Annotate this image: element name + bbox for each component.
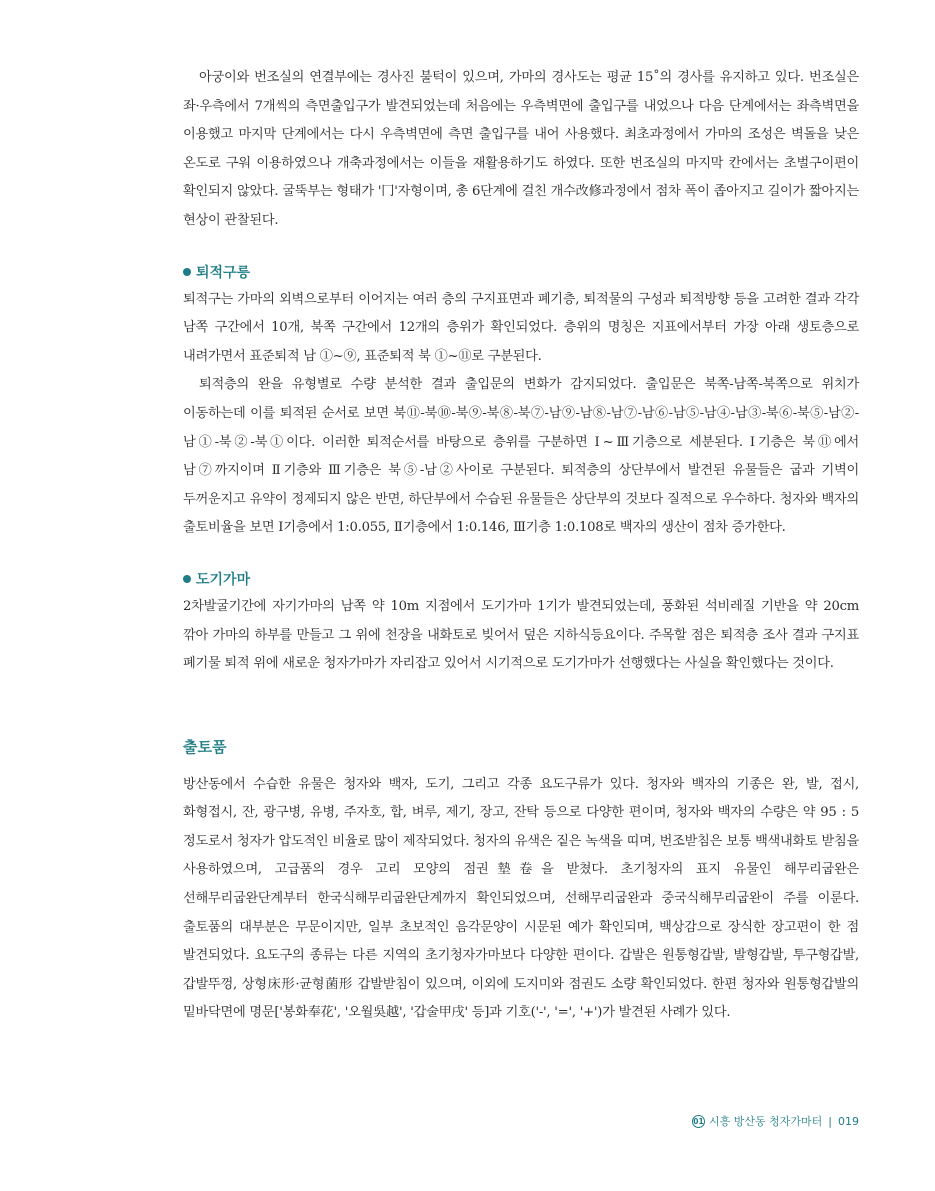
page-number: 019 [838, 1114, 859, 1128]
bullet-dot-icon [183, 575, 191, 583]
deposits-paragraph-2: 퇴적층의 완을 유형별로 수량 분석한 결과 출입문의 변화가 감지되었다. 출입문은 북쪽-남쪽-북쪽으로 위치가 이동하는데 이를 퇴적된 순서로 보면 북⑪-북⑩-북⑨-북⑧-북⑦-남⑨-남⑧-남⑦-남⑥-남⑤-남④-남③-북⑥-북⑤-남②-남①-북②-북①이다. 이러한 퇴적순서를 바탕으로 층위를 구분하면 Ⅰ~Ⅲ기층으로 세분된다. Ⅰ기층은 북⑪에서 남⑦까지이며 Ⅱ기층와 Ⅲ기층은 북⑤-남②사이로 구분된다. 퇴적층의 상단부에서 발견된 유물들은 굽과 기벽이 두꺼운지고 유약이 정제되지 않은 반면, 하단부에서 수습된 유물들은 상단부의 것보다 질적으로 우수하다. 청자와 백자의 출토비율을 보면 Ⅰ기층에서 1:0.055, Ⅱ기층에서 1:0.146, Ⅲ기층 1:0.108로 백자의 생산이 점차 증가한다. [183, 377, 859, 536]
chapter-number-badge: 01 [693, 1116, 704, 1126]
footer-separator: | [828, 1114, 832, 1128]
section-heading-pottery-kiln [183, 565, 859, 593]
intro-paragraph: 아궁이와 번조실의 연결부에는 경사진 불턱이 있으며, 가마의 경사도는 평균 15˚의 경사를 유지하고 있다. 번조실은 좌·우측에서 7개씩의 측면출입구가 발견되었는데 처음에는 우측벽면에 출입구를 내었으나 다음 단계에서는 좌측벽면을 이용했고 마지막 단계에서는 다시 우측벽면에 측면 출입구를 내어 사용했다. 최초과정에서 가마의 조성은 벽돌을 낮은 온도로 구워 이용하였으나 개축과정에서는 이들을 재활용하기도 하였다. 또한 번조실의 마지막 칸에서는 초벌구이편이 확인되지 않았다. 굴뚝부는 형태가 '冂'자형이며, 총 6단계에 걸친 개수改修과정에서 점차 폭이 좁아지고 길이가 짧아지는 현상이 관찰된다. [183, 70, 859, 228]
section-heading-deposits-text: 퇴적구릉 [196, 264, 251, 281]
section-heading-deposits [183, 258, 859, 286]
page-content [183, 64, 859, 1028]
page-footer [692, 1113, 859, 1129]
footer-title: 시흥 방산동 청자가마터 [709, 1115, 823, 1128]
deposits-paragraph-1: 퇴적구는 가마의 외벽으로부터 이어지는 여러 층의 구지표면과 폐기층, 퇴적물의 구성과 퇴적방향 등을 고려한 결과 각각 남쪽 구간에서 10개, 북쪽 구간에서 12개의 층위가 확인되었다. 층위의 명칭은 지표에서부터 가장 아래 생토층으로 내려가면서 표준퇴적 남 ①~⑨, 표준퇴적 북 ①~⑪로 구분된다. [183, 291, 859, 364]
bullet-dot-icon [183, 268, 191, 276]
section-heading-artifacts: 출토품 [183, 738, 227, 757]
section-heading-pottery-kiln-text: 도기가마 [196, 571, 251, 588]
pottery-kiln-paragraph: 2차발굴기간에 자기가마의 남쪽 약 10m 지점에서 도기가마 1기가 발견되었는데, 풍화된 석비레질 기반을 약 20cm 깎아 가마의 하부를 만들고 그 위에 천장을 내화토로 빚어서 덮은 지하식등요이다. 주목할 점은 퇴적층 조사 결과 구지표 폐기물 퇴적 위에 새로운 청자가마가 자리잡고 있어서 시기적으로 도기가마가 선행했다는 사실을 확인했다는 것이다. [183, 598, 859, 672]
artifacts-paragraph: 방산동에서 수습한 유물은 청자와 백자, 도기, 그리고 각종 요도구류가 있다. 청자와 백자의 기종은 완, 발, 접시, 화형접시, 잔, 광구병, 유병, 주자호, 합, 벼루, 제기, 장고, 잔탁 등으로 다양한 편이며, 청자와 백자의 수량은 약 95 : 5 정도로서 청자가 압도적인 비율로 많이 제작되었다. 청자의 유색은 짙은 녹색을 띠며, 번조받침은 보통 백색내화토 받침을 사용하였으며, 고급품의 경우 고리 모양의 점권墊卷을 받쳤다. 초기청자의 표지 유물인 해무리굽완은 선해무리굽완단계부터 한국식해무리굽완단계까지 확인되었으며, 선해무리굽완과 중국식해무리굽완이 주를 이룬다. 출토품의 대부분은 무문이지만, 일부 초보적인 음각문양이 시문된 예가 확인되며, 백상감으로 장식한 장고편이 한 점 발견되었다. 요도구의 종류는 다른 지역의 초기청자가마보다 다양한 편이다. 갑발은 원통형갑발, 발형갑발, 투구형갑발, 갑발뚜껑, 상형床形·균형菌形 갑발받침이 있으며, 이외에 도지미와 점권도 소량 확인되었다. 한편 청자와 원통형갑발의 밑바닥면에 명문['봉화奉花', '오월吳越', '갑술甲戌' 등]과 기호('-', '=', '+')가 발견된 사례가 있다. [183, 776, 859, 1021]
